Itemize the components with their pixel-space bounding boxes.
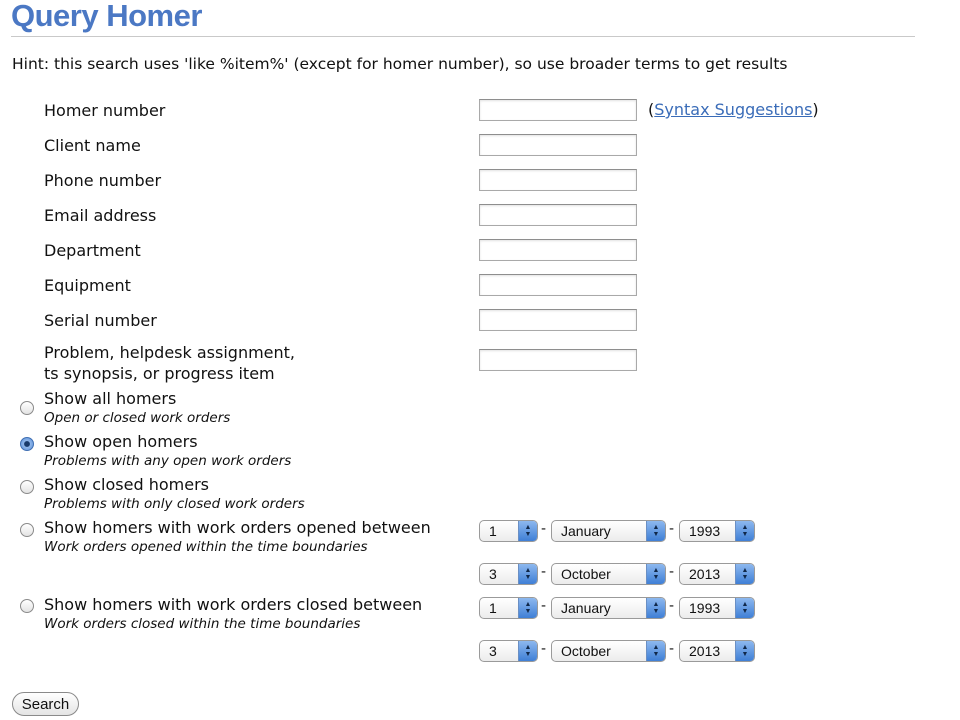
opened-to-day-select[interactable] (479, 563, 538, 585)
opened-from-month-value: January (561, 523, 611, 539)
stepper-arrows-icon: ▲ ▼ (646, 521, 665, 541)
radio-closed-between[interactable] (20, 599, 34, 613)
opened-from-year-value: 1993 (689, 523, 721, 539)
serial-number-input[interactable] (479, 309, 637, 331)
stepper-arrows-icon: ▲ ▼ (735, 521, 754, 541)
stepper-arrows-icon: ▲ ▼ (518, 564, 537, 584)
closed-from-year-value: 1993 (689, 600, 721, 616)
label-client-name: Client name (44, 136, 141, 155)
stepper-arrows-icon: ▲ ▼ (518, 521, 537, 541)
closed-to-month-select[interactable] (551, 640, 666, 662)
stepper-arrows-icon: ▲ ▼ (646, 641, 665, 661)
opened-from-day-value: 1 (489, 523, 497, 539)
stepper-arrows-icon: ▲ ▼ (518, 598, 537, 618)
opened-to-month-value: October (561, 566, 611, 582)
problem-input[interactable] (479, 349, 637, 371)
homer-number-input[interactable] (479, 99, 637, 121)
title-divider (11, 36, 915, 37)
equipment-input[interactable] (479, 274, 637, 296)
label-email-address: Email address (44, 206, 157, 225)
opened-from-day-select[interactable] (479, 520, 538, 542)
closed-from-year-select[interactable] (679, 597, 755, 619)
closed-from-month-value: January (561, 600, 611, 616)
date-separator: - (541, 521, 547, 537)
label-homer-number: Homer number (44, 101, 166, 120)
label-serial-number: Serial number (44, 311, 157, 330)
opened-from-year-select[interactable] (679, 520, 755, 542)
stepper-arrows-icon: ▲ ▼ (646, 564, 665, 584)
search-hint: Hint: this search uses 'like %item%' (except for homer number), so use broader terms to get results (12, 55, 788, 73)
label-department: Department (44, 241, 141, 260)
closed-to-year-value: 2013 (689, 643, 721, 659)
date-separator: - (669, 521, 675, 537)
phone-number-input[interactable] (479, 169, 637, 191)
closed-to-day-select[interactable] (479, 640, 538, 662)
date-separator: - (669, 598, 675, 614)
syntax-suggestions-link[interactable]: Syntax Suggestions (654, 100, 813, 119)
option-subtitle-show-open: Problems with any open work orders (44, 453, 292, 469)
stepper-arrows-icon: ▲ ▼ (735, 598, 754, 618)
option-subtitle-show-all: Open or closed work orders (44, 410, 231, 426)
stepper-arrows-icon: ▲ ▼ (646, 598, 665, 618)
email-address-input[interactable] (479, 204, 637, 226)
opened-to-year-value: 2013 (689, 566, 721, 582)
closed-from-day-value: 1 (489, 600, 497, 616)
date-separator: - (541, 641, 547, 657)
option-title-opened-between: Show homers with work orders opened between (44, 518, 431, 537)
search-button[interactable]: Search (12, 692, 79, 716)
stepper-arrows-icon: ▲ ▼ (735, 641, 754, 661)
radio-show-open-homers[interactable] (20, 437, 34, 451)
label-problem-line2: ts synopsis, or progress item (44, 364, 275, 383)
syntax-suggestions: (Syntax Suggestions) (648, 100, 819, 119)
opened-to-day-value: 3 (489, 566, 497, 582)
option-title-closed-between: Show homers with work orders closed between (44, 595, 423, 614)
option-title-show-open: Show open homers (44, 432, 198, 451)
label-problem-line1: Problem, helpdesk assignment, (44, 343, 296, 362)
client-name-input[interactable] (479, 134, 637, 156)
option-subtitle-show-closed: Problems with only closed work orders (44, 496, 305, 512)
date-separator: - (541, 598, 547, 614)
option-subtitle-opened-between: Work orders opened within the time boundaries (44, 539, 368, 555)
option-title-show-closed: Show closed homers (44, 475, 209, 494)
closed-to-year-select[interactable] (679, 640, 755, 662)
radio-show-all-homers[interactable] (20, 401, 34, 415)
option-subtitle-closed-between: Work orders closed within the time boundaries (44, 616, 361, 632)
closed-to-day-value: 3 (489, 643, 497, 659)
label-phone-number: Phone number (44, 171, 162, 190)
opened-from-month-select[interactable] (551, 520, 666, 542)
date-separator: - (541, 564, 547, 580)
opened-to-year-select[interactable] (679, 563, 755, 585)
closed-from-month-select[interactable] (551, 597, 666, 619)
stepper-arrows-icon: ▲ ▼ (518, 641, 537, 661)
date-separator: - (669, 641, 675, 657)
radio-opened-between[interactable] (20, 523, 34, 537)
closed-from-day-select[interactable] (479, 597, 538, 619)
department-input[interactable] (479, 239, 637, 261)
opened-to-month-select[interactable] (551, 563, 666, 585)
option-title-show-all: Show all homers (44, 389, 177, 408)
label-equipment: Equipment (44, 276, 131, 295)
date-separator: - (669, 564, 675, 580)
closed-to-month-value: October (561, 643, 611, 659)
stepper-arrows-icon: ▲ ▼ (735, 564, 754, 584)
radio-show-closed-homers[interactable] (20, 480, 34, 494)
page-title: Query Homer (11, 0, 202, 33)
